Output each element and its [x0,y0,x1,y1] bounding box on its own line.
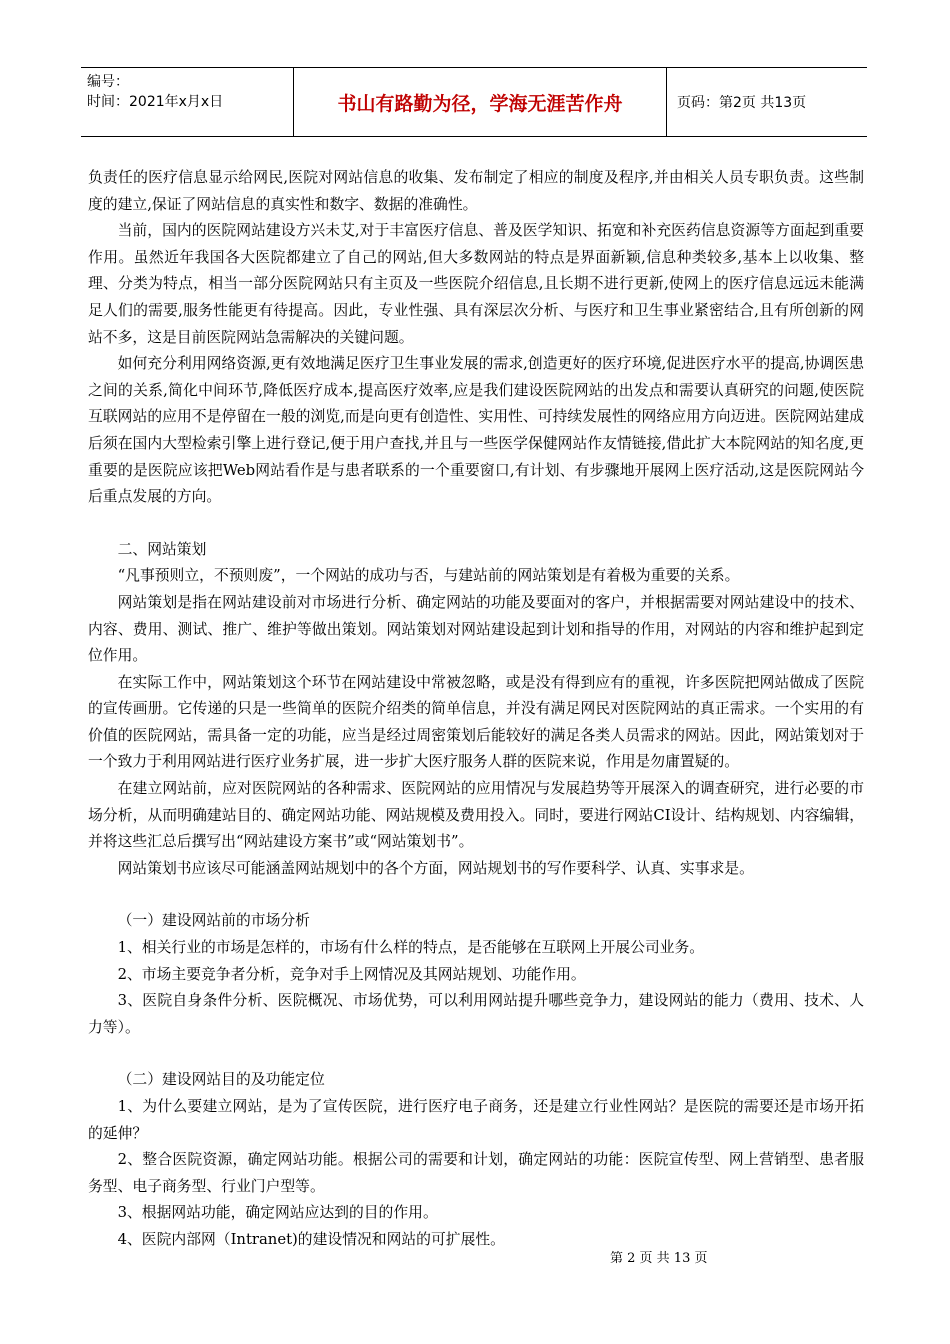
paragraph: 如何充分利用网络资源,更有效地满足医疗卫生事业发展的需求,创造更好的医疗环境,促进医疗水平的提高,协调医患之间的关系,简化中间环节,降低医疗成本,提高医疗效率,应是我们建设医院网站的出发点和需要认真研究的问题,使医院互联网站的应用不是停留在一般的浏览,而是向更有创造性、实用性、可持续发展性的网络应用方向迈进。医院网站建成后须在国内大型检索引擎上进行登记,便于用户查找,并且与一些医学保健网站作友情链接,借此扩大本院网站的知名度,更重要的是医院应该把Web网站看作是与患者联系的一个重要窗口,有计划、有步骤地开展网上医疗活动,这是医院网站今后重点发展的方向。 [88,355,864,506]
list-item: 3、医院自身条件分析、医院概况、市场优势，可以利用网站提升哪些竞争力，建设网站的能力（费用、技术、人力等）。 [88,992,864,1036]
paragraph: 负责任的医疗信息显示给网民,医院对网站信息的收集、发布制定了相应的制度及程序,并由相关人员专职负责。这些制度的建立,保证了网站信息的真实性和数字、数据的准确性。 [88,169,864,213]
paragraph: 网站策划书应该尽可能涵盖网站规划中的各个方面，网站规划书的写作要科学、认真、实事求是。 [117,859,754,877]
page-header [81,67,867,137]
paragraph: “凡事预则立，不预则废”，一个网站的成功与否，与建站前的网站策划是有着极为重要的关系。 [117,567,740,585]
list-item: 4、医院内部网（Intranet)的建设情况和网站的可扩展性。 [117,1230,505,1248]
paragraph: 当前，国内的医院网站建设方兴未艾,对于丰富医疗信息、普及医学知识、拓宽和补充医药信息资源等方面起到重要作用。虽然近年我国各大医院都建立了自己的网站,但大多数网站的特点是界面新颖,信息种类较多,基本上以收集、整理、分类为特点，相当一部分医院网站只有主页及一些医院介绍信息,且长期不进行更新,使网上的医疗信息远远未能满足人们的需要,服务性能更有待提高。因此，专业性强、具有深层次分析、与医疗和卫生事业紧密结合,且有所创新的网站不多，这是目前医院网站急需解决的关键问题。 [88,222,864,346]
paragraph: 在实际工作中，网站策划这个环节在网站建设中常被忽略，或是没有得到应有的重视，许多医院把网站做成了医院的宣传画册。它传递的只是一些简单的医院介绍类的简单信息，并没有满足网民对医院网站的真正需求。一个实用的有价值的医院网站，需具备一定的功能，应当是经过周密策划后能较好的满足各类人员需求的网站。因此，网站策划对于一个致力于利用网站进行医疗业务扩展，进一步扩大医疗服务人群的医院来说，作用是勿庸置疑的。 [88,673,864,771]
list-item: 2、市场主要竞争者分析，竞争对手上网情况及其网站规划、功能作用。 [117,965,586,983]
number-label: 编号： [87,74,129,90]
page-footer: 第 2 页 共 13 页 [610,1251,708,1266]
header-meta [81,68,294,136]
section-heading: 二、网站策划 [117,540,207,558]
paragraph: 网站策划是指在网站建设前对市场进行分析、确定网站的功能及要面对的客户，并根据需要对网站建设中的技术、内容、费用、测试、推广、维护等做出策划。网站策划对网站建设起到计划和指导的作用，对网站的内容和维护起到定位作用。 [88,593,864,665]
list-item: 1、为什么要建立网站，是为了宣传医院，进行医疗电子商务，还是建立行业性网站？是医院的需要还是市场开拓的延伸？ [88,1098,864,1142]
header-motto: 书山有路勤为径，学海无涯苦作舟 [294,68,667,136]
subsection-heading: （一）建设网站前的市场分析 [117,912,310,930]
list-item: 2、整合医院资源，确定网站功能。根据公司的需要和计划，确定网站的功能：医院宣传型、网上营销型、患者服务型、电子商务型、行业门户型等。 [88,1151,864,1195]
time-label: 时间：2021年x月x日 [87,94,224,110]
document-body [88,165,864,1254]
paragraph: 在建立网站前，应对医院网站的各种需求、医院网站的应用情况与发展趋势等开展深入的调查研究，进行必要的市场分析，从而明确建站目的、确定网站功能、网站规模及费用投入。同时，要进行网站CI设计、结构规划、内容编辑，并将这些汇总后撰写出“网站建设方案书”或“网站策划书”。 [88,780,864,851]
list-item: 3、根据网站功能，确定网站应达到的目的作用。 [117,1204,438,1222]
header-page-label: 页码：第2页 共13页 [677,95,807,111]
list-item: 1、相关行业的市场是怎样的，市场有什么样的特点，是否能够在互联网上开展公司业务。 [117,939,705,957]
subsection-heading: （二）建设网站目的及功能定位 [117,1071,325,1089]
